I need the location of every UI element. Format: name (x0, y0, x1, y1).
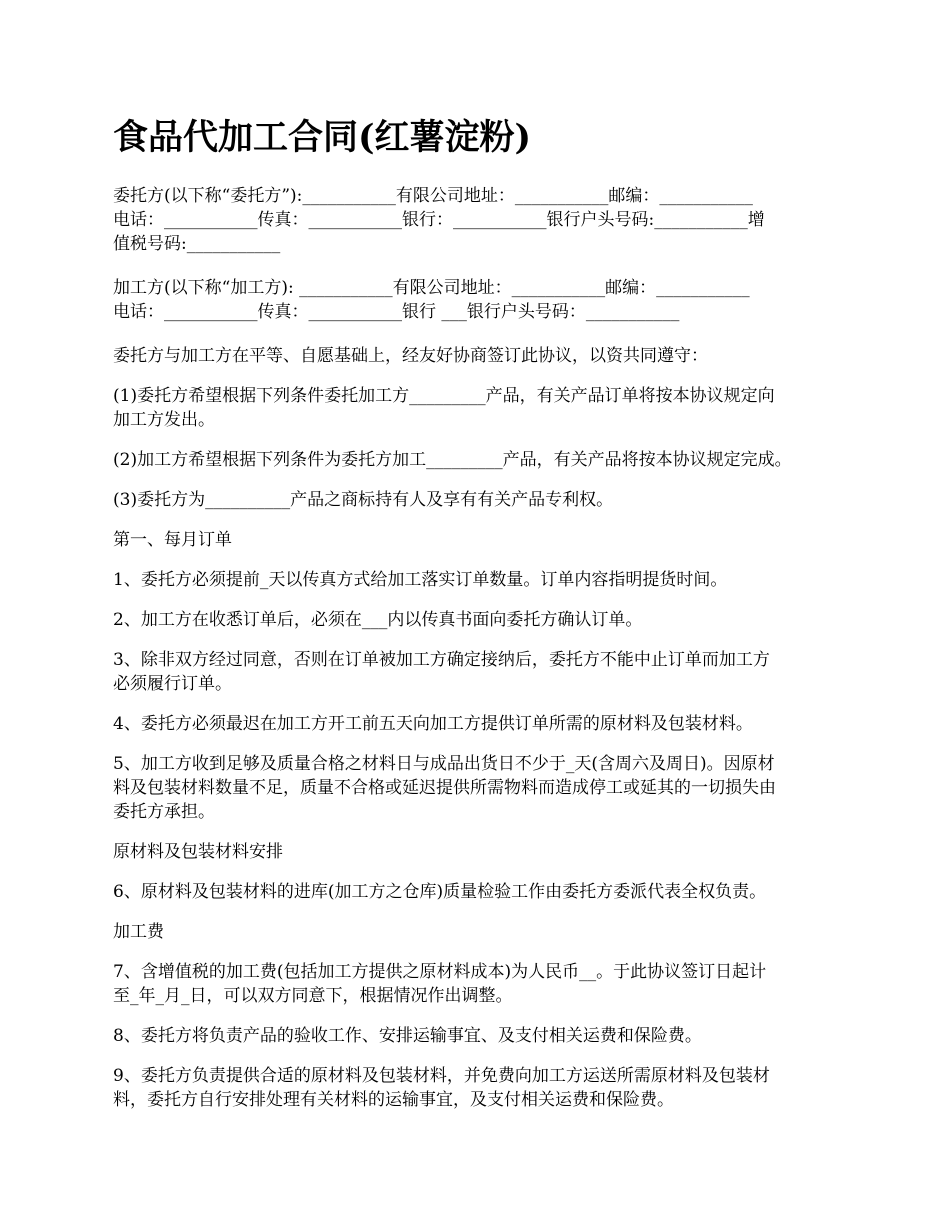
paragraph-line: 8、委托方将负责产品的验收工作、安排运输事宜、及支付相关运费和保险费。 (113, 1026, 702, 1046)
item-4-paragraph (113, 712, 843, 736)
paragraph-line: 7、含增值税的加工费(包括加工方提供之原材料成本)为人民币__。于此协议签订日起计 (113, 962, 767, 982)
entrusting-party-info (113, 184, 843, 256)
paragraph-line: 电话：___________传真：___________银行：___________银行户头号码:___________增 (113, 210, 765, 230)
paragraph-line: 6、原材料及包装材料的进库(加工方之仓库)质量检验工作由委托方委派代表全权负责。 (113, 882, 767, 902)
document-body (113, 184, 843, 1128)
paragraph-line: (3)委托方为__________产品之商标持有人及享有有关产品专利权。 (113, 490, 614, 510)
paragraph-line: 电话：___________传真：___________银行 ___银行户头号码：___________ (113, 302, 680, 322)
paragraph-line: 4、委托方必须最迟在加工方开工前五天向加工方提供订单所需的原材料及包装材料。 (113, 714, 753, 734)
paragraph-line: 9、委托方负责提供合适的原材料及包装材料，并免费向加工方运送所需原材料及包装材 (113, 1066, 770, 1086)
section-heading-processing-fee (113, 920, 843, 944)
section-heading-monthly-order (113, 528, 843, 552)
paragraph-line: 原材料及包装材料安排 (113, 842, 283, 862)
item-3-paragraph (113, 648, 843, 696)
processing-party-info (113, 276, 843, 324)
item-9-paragraph (113, 1064, 843, 1112)
item-8-paragraph (113, 1024, 843, 1048)
paragraph-line: 5、加工方收到足够及质量合格之材料日与成品出货日不少于_天(含周六及周日)。因原材 (113, 754, 775, 774)
item-5-paragraph (113, 752, 843, 824)
item-2-paragraph (113, 608, 843, 632)
paragraph-line: 加工费 (113, 922, 164, 942)
paragraph-line: 料及包装材料数量不足，质量不合格或延迟提供所需物料而造成停工或延其的一切损失由 (113, 778, 776, 798)
item-1-paragraph (113, 568, 843, 592)
clause-3-paragraph (113, 488, 843, 512)
item-6-paragraph (113, 880, 843, 904)
paragraph-line: (2)加工方希望根据下列条件为委托方加工_________产品，有关产品将按本协议规定完成。 (113, 450, 792, 470)
paragraph-line: 委托方承担。 (113, 802, 215, 822)
section-heading-materials (113, 840, 843, 864)
clause-2-paragraph (113, 448, 843, 472)
clause-1-paragraph (113, 384, 843, 432)
paragraph-line: 第一、每月订单 (113, 530, 232, 550)
paragraph-line: 委托方与加工方在平等、自愿基础上，经友好协商签订此协议，以资共同遵守： (113, 346, 708, 366)
paragraph-line: 加工方(以下称“加工方): ___________有限公司地址：___________邮编：___________ (113, 278, 750, 298)
preamble-paragraph (113, 344, 843, 368)
item-7-paragraph (113, 960, 843, 1008)
paragraph-line: 至_年_月_日，可以双方同意下，根据情况作出调整。 (113, 986, 513, 1006)
paragraph-line: 料，委托方自行安排处理有关材料的运输事宜，及支付相关运费和保险费。 (113, 1090, 674, 1110)
paragraph-line: (1)委托方希望根据下列条件委托加工方_________产品，有关产品订单将按本协议规定向 (113, 386, 775, 406)
paragraph-line: 3、除非双方经过同意，否则在订单被加工方确定接纳后，委托方不能中止订单而加工方 (113, 650, 770, 670)
paragraph-line: 加工方发出。 (113, 410, 215, 430)
paragraph-line: 2、加工方在收悉订单后，必须在___内以传真书面向委托方确认订单。 (113, 610, 643, 630)
paragraph-line: 值税号码:___________ (113, 234, 281, 254)
paragraph-line: 1、委托方必须提前_天以传真方式给加工落实订单数量。订单内容指明提货时间。 (113, 570, 728, 590)
document-title: 食品代加工合同(红薯淀粉) (113, 117, 532, 158)
paragraph-line: 委托方(以下称“委托方”):___________有限公司地址：___________邮编：___________ (113, 186, 753, 206)
paragraph-line: 必须履行订单。 (113, 674, 232, 694)
